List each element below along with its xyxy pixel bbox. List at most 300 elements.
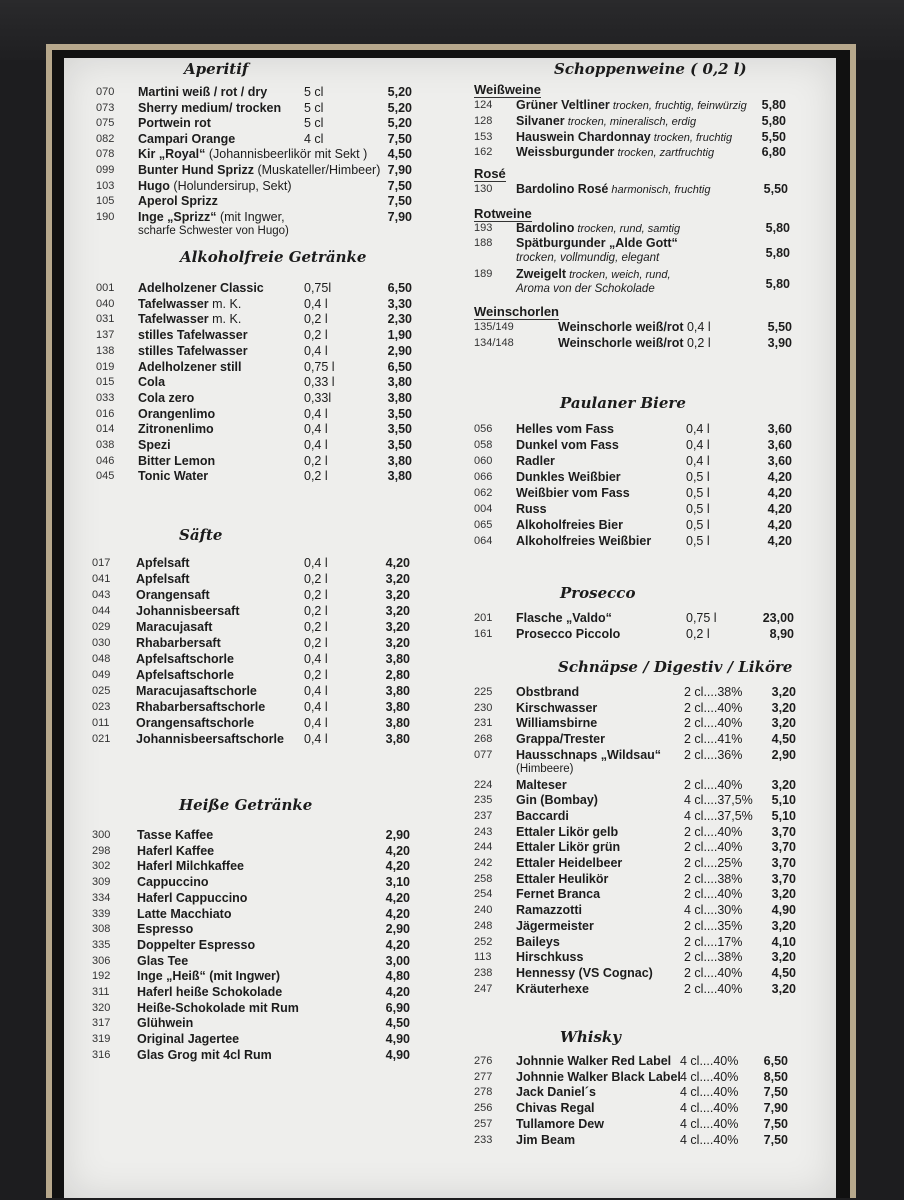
item-price: 5,50 xyxy=(763,182,788,196)
item-name-text: Bardolino xyxy=(516,221,575,235)
item-price: 23,00 xyxy=(762,611,794,625)
item-size: 0,4 l xyxy=(304,438,328,452)
menu-item xyxy=(96,328,412,344)
item-name xyxy=(138,407,215,421)
item-code: 113 xyxy=(474,951,492,964)
item-name-text: Bitter Lemon xyxy=(138,453,216,468)
item-name-text: Baileys xyxy=(516,934,560,949)
item-code: 016 xyxy=(96,407,115,420)
item-description: (Muskateller/Himbeer) xyxy=(253,163,381,177)
item-name xyxy=(558,320,711,334)
item-name xyxy=(138,454,215,468)
item-size: 2 cl....40% xyxy=(684,716,743,731)
item-price: 4,20 xyxy=(385,556,410,570)
item-name-text: Alkoholfreies Weißbier xyxy=(516,534,652,548)
item-description: 0,2 l xyxy=(683,335,711,350)
item-price: 4,20 xyxy=(385,890,410,905)
menu-item xyxy=(474,887,796,903)
menu-item xyxy=(474,935,796,951)
section-heading-whisky: Whisky xyxy=(560,1028,622,1046)
item-code: 128 xyxy=(474,114,493,127)
item-price: 7,50 xyxy=(763,1085,788,1100)
menu-item xyxy=(474,470,792,486)
menu-item xyxy=(96,360,412,376)
item-price: 5,50 xyxy=(761,129,786,144)
item-code: 311 xyxy=(92,986,110,998)
item-size: 0,4 l xyxy=(304,343,328,358)
item-name xyxy=(138,297,241,311)
item-name-text: Latte Macchiato xyxy=(137,906,232,921)
item-code: 317 xyxy=(92,1017,111,1030)
item-name-text: Haferl Milchkaffee xyxy=(137,859,244,874)
item-code: 316 xyxy=(92,1048,111,1061)
item-code: 041 xyxy=(92,573,111,585)
item-name xyxy=(138,194,218,208)
item-code: 021 xyxy=(92,733,111,745)
item-price: 3,80 xyxy=(385,652,410,666)
item-price: 2,30 xyxy=(387,312,412,327)
item-name-text: Malteser xyxy=(516,777,567,792)
menu-item xyxy=(474,534,792,550)
menu-item xyxy=(92,985,410,1001)
menu-item xyxy=(92,1016,410,1032)
item-price: 3,20 xyxy=(771,918,796,933)
item-price: 5,50 xyxy=(767,320,792,334)
item-price: 3,70 xyxy=(771,840,796,855)
item-name xyxy=(137,985,282,999)
item-price: 4,20 xyxy=(767,486,792,500)
item-price: 4,10 xyxy=(771,934,796,949)
item-size: 2 cl....38% xyxy=(684,685,743,699)
item-price: 7,50 xyxy=(763,1132,788,1147)
item-name xyxy=(136,588,210,602)
menu-item xyxy=(92,922,410,938)
item-name xyxy=(516,856,622,870)
item-price: 3,70 xyxy=(771,856,796,870)
item-size: 4 cl....30% xyxy=(684,903,743,918)
item-name xyxy=(516,793,598,807)
item-description: trocken, fruchtig xyxy=(650,131,733,144)
item-code: 019 xyxy=(96,360,115,373)
item-code: 193 xyxy=(474,222,493,234)
item-description: trocken, mineralisch, erdig xyxy=(564,115,697,128)
item-name xyxy=(516,114,696,128)
menu-item xyxy=(96,407,412,423)
item-name-text: Ettaler Heulikör xyxy=(516,871,609,886)
item-name xyxy=(136,732,284,746)
item-name-text: Ettaler Likör gelb xyxy=(516,824,619,839)
item-description: (Holundersirup, Sekt) xyxy=(169,178,292,193)
item-size: 2 cl....40% xyxy=(684,840,743,855)
item-name-text: Hugo xyxy=(138,178,170,193)
item-price: 8,50 xyxy=(763,1069,788,1084)
item-name-text: Weinschorle weiß/rot xyxy=(558,320,684,334)
item-size: 4 cl....37,5% xyxy=(684,808,753,823)
item-code: 004 xyxy=(474,503,493,515)
menu-item xyxy=(474,98,786,114)
menu-item xyxy=(96,375,412,391)
menu-item xyxy=(474,182,788,198)
item-name xyxy=(137,1001,299,1015)
item-code: 025 xyxy=(92,685,111,697)
item-size: 2 cl....40% xyxy=(684,981,743,996)
item-code: 135/149 xyxy=(474,321,514,333)
item-code: 188 xyxy=(474,237,493,249)
item-price: 7,50 xyxy=(763,1116,788,1131)
menu-item xyxy=(92,668,410,684)
menu-item xyxy=(474,611,794,627)
item-name xyxy=(516,182,710,196)
item-price: 5,80 xyxy=(761,98,786,112)
item-name xyxy=(516,732,605,746)
item-code: 045 xyxy=(96,470,115,483)
item-size: 4 cl....37,5% xyxy=(684,793,753,808)
item-name-text: Dunkles Weißbier xyxy=(516,470,621,484)
item-price: 3,60 xyxy=(767,422,792,436)
item-name xyxy=(137,859,244,873)
item-name-text: Jägermeister xyxy=(516,918,594,933)
menu-item xyxy=(474,454,792,470)
menu-item xyxy=(92,828,410,844)
item-name xyxy=(138,147,367,161)
item-name xyxy=(138,422,214,436)
item-price: 3,20 xyxy=(771,700,796,715)
item-name-text: Glas Grog mit 4cl Rum xyxy=(137,1047,272,1062)
menu-item xyxy=(92,636,410,652)
item-name xyxy=(138,391,194,405)
item-name-text: Tullamore Dew xyxy=(516,1116,604,1131)
section-heading-alkoholfrei: Alkoholfreie Getränke xyxy=(180,248,367,266)
item-name xyxy=(516,1117,604,1131)
item-price: 4,50 xyxy=(385,1016,410,1031)
menu-item xyxy=(96,469,412,485)
item-price: 3,70 xyxy=(771,824,796,839)
item-name-text: Cola xyxy=(138,375,166,390)
item-name-text: Doppelter Espresso xyxy=(137,937,256,952)
subheading-weissweine: Weißweine xyxy=(474,82,541,97)
item-name xyxy=(516,1101,595,1115)
menu-item xyxy=(92,969,410,985)
item-name-text: Hennessy (VS Cognac) xyxy=(516,965,653,980)
menu-item xyxy=(92,891,410,907)
item-name-text: Johannisbeersaft xyxy=(136,604,240,618)
menu-item xyxy=(96,194,412,210)
item-name-text: Prosecco Piccolo xyxy=(516,627,621,641)
item-price: 3,60 xyxy=(767,454,792,468)
item-price: 7,90 xyxy=(387,209,412,224)
item-name-text: Fernet Branca xyxy=(516,887,601,902)
item-name xyxy=(138,438,171,452)
item-description: trocken, rund, samtig xyxy=(574,223,681,235)
item-code: 073 xyxy=(96,101,115,114)
menu-item xyxy=(474,438,792,454)
item-code: 048 xyxy=(92,653,111,665)
item-description-line2: Aroma von der Schokolade xyxy=(516,283,655,295)
item-name-text: Portwein rot xyxy=(138,116,211,131)
item-size: 0,2 l xyxy=(304,328,328,343)
item-name-text: Haferl heiße Schokolade xyxy=(137,985,283,999)
item-name xyxy=(136,700,265,714)
item-name-text: Baccardi xyxy=(516,808,569,823)
menu-item xyxy=(474,502,792,518)
item-name-text: Dunkel vom Fass xyxy=(516,438,619,452)
menu-item xyxy=(474,809,796,825)
item-name xyxy=(516,966,653,980)
item-name xyxy=(516,1085,596,1099)
menu-item xyxy=(92,875,410,891)
item-name xyxy=(138,375,165,389)
item-price: 3,50 xyxy=(387,422,412,437)
item-code: 339 xyxy=(92,907,111,920)
item-code: 230 xyxy=(474,701,493,714)
item-name-text: Cappuccino xyxy=(137,875,209,890)
item-name xyxy=(138,179,292,193)
menu-item xyxy=(92,732,410,748)
item-price: 3,80 xyxy=(385,732,410,746)
item-price: 4,50 xyxy=(387,147,412,162)
item-code: 247 xyxy=(474,982,493,995)
item-price: 3,80 xyxy=(387,469,412,484)
section-heading-saefte: Säfte xyxy=(179,526,223,544)
menu-item xyxy=(96,344,412,360)
item-name xyxy=(136,604,240,618)
item-price: 3,80 xyxy=(385,716,410,730)
item-name-text: Helles vom Fass xyxy=(516,422,614,436)
section-heading-schnaepse: Schnäpse / Digestiv / Liköre xyxy=(558,658,793,676)
menu-item xyxy=(474,145,786,161)
item-code: 137 xyxy=(96,329,115,342)
item-code: 242 xyxy=(474,857,493,869)
item-name xyxy=(138,85,267,99)
item-name xyxy=(516,438,619,452)
item-code: 130 xyxy=(474,183,493,195)
item-code: 014 xyxy=(96,423,115,436)
item-price: 5,10 xyxy=(771,808,796,823)
item-size: 2 cl....36% xyxy=(684,747,743,762)
item-code: 060 xyxy=(474,455,493,467)
item-code: 258 xyxy=(474,872,493,885)
item-size: 4 cl....40% xyxy=(680,1085,739,1100)
item-code: 308 xyxy=(92,923,111,936)
item-description: m. K. xyxy=(208,312,242,327)
menu-item xyxy=(96,438,412,454)
item-size: 0,4 l xyxy=(686,454,710,468)
item-code: 233 xyxy=(474,1133,493,1146)
item-price: 3,20 xyxy=(385,588,410,602)
item-code: 058 xyxy=(474,439,493,451)
item-size: 0,4 l xyxy=(304,556,328,570)
item-name xyxy=(137,844,214,858)
item-code: 124 xyxy=(474,99,493,111)
subheading-rotweine: Rotweine xyxy=(474,206,532,221)
item-code: 056 xyxy=(474,423,493,435)
item-name xyxy=(138,210,285,224)
item-size: 0,4 l xyxy=(304,422,328,437)
item-code: 162 xyxy=(474,146,493,159)
item-size: 2 cl....41% xyxy=(684,732,743,747)
item-price: 5,20 xyxy=(387,85,412,99)
item-description: m. K. xyxy=(208,296,242,311)
item-name-text: Sherry medium/ trocken xyxy=(138,100,282,115)
item-code: 077 xyxy=(474,748,493,761)
item-name xyxy=(138,101,281,115)
item-name-text: Grappa/Trester xyxy=(516,732,605,747)
item-code: 049 xyxy=(92,669,111,681)
item-price: 6,80 xyxy=(761,145,786,160)
item-price: 7,50 xyxy=(387,178,412,193)
item-code: 105 xyxy=(96,195,115,208)
item-name xyxy=(516,470,621,484)
item-name xyxy=(516,935,560,949)
item-size: 2 cl....40% xyxy=(684,700,743,715)
item-size: 2 cl....17% xyxy=(684,934,743,949)
item-name-text: Weinschorle weiß/rot xyxy=(558,335,684,350)
item-size: 0,75 l xyxy=(304,359,335,374)
item-name xyxy=(516,685,579,699)
section-heading-heisse-getraenke: Heiße Getränke xyxy=(179,796,313,814)
item-name-text: Kir „Royal“ xyxy=(138,147,206,162)
menu-item xyxy=(474,872,796,888)
item-code: 244 xyxy=(474,841,493,854)
item-price: 6,50 xyxy=(763,1054,788,1068)
menu-page xyxy=(64,58,836,1198)
item-code: 189 xyxy=(474,268,493,280)
item-code: 078 xyxy=(96,148,115,161)
item-name-text: Spätburgunder „Alde Gott“ xyxy=(516,236,678,250)
item-size: 0,5 l xyxy=(686,518,710,532)
item-description-line2: trocken, vollmundig, elegant xyxy=(516,252,660,264)
item-price: 3,50 xyxy=(387,438,412,452)
item-name xyxy=(516,716,597,730)
item-name xyxy=(516,1133,575,1147)
menu-item xyxy=(474,486,792,502)
item-price: 3,20 xyxy=(771,887,796,902)
item-description: harmonisch, fruchtig xyxy=(608,184,711,196)
menu-item xyxy=(96,147,412,163)
item-name-text: Glühwein xyxy=(137,1016,194,1031)
item-code: 231 xyxy=(474,717,493,730)
item-price: 4,90 xyxy=(385,1032,410,1047)
item-name xyxy=(138,163,380,177)
menu-item xyxy=(474,701,796,717)
item-size: 0,4 l xyxy=(304,684,328,698)
item-price: 3,80 xyxy=(387,375,412,390)
item-size: 4 cl xyxy=(304,131,324,146)
item-size: 0,2 l xyxy=(304,668,328,682)
item-price: 4,20 xyxy=(767,502,792,516)
item-price: 5,80 xyxy=(761,113,786,128)
item-code: 044 xyxy=(92,605,111,617)
item-price: 3,90 xyxy=(767,335,792,350)
item-name xyxy=(138,469,208,483)
item-price: 5,80 xyxy=(765,277,790,291)
item-name xyxy=(516,627,620,641)
item-price: 3,80 xyxy=(385,700,410,714)
item-price: 2,90 xyxy=(771,747,796,762)
item-code: 161 xyxy=(474,628,493,640)
item-size: 0,2 l xyxy=(304,469,328,484)
item-price: 7,50 xyxy=(387,194,412,209)
item-price: 6,90 xyxy=(385,1000,410,1015)
item-code: 017 xyxy=(92,557,111,569)
item-name-text: Zweigelt xyxy=(516,267,567,281)
item-price: 5,20 xyxy=(387,116,412,131)
item-code: 254 xyxy=(474,888,493,901)
item-name-text: Apfelsaft xyxy=(136,556,190,570)
item-price: 4,90 xyxy=(771,903,796,918)
item-name xyxy=(137,828,213,842)
item-name-text: Martini weiß / rot / dry xyxy=(138,85,268,99)
item-name xyxy=(516,825,618,839)
item-name-text: Johannisbeersaftschorle xyxy=(136,732,284,746)
item-name-text: Orangenlimo xyxy=(138,406,216,421)
item-price: 4,80 xyxy=(385,969,410,984)
item-size: 4 cl....40% xyxy=(680,1132,739,1147)
item-size: 4 cl....40% xyxy=(680,1054,739,1068)
item-size: 2 cl....40% xyxy=(684,777,743,792)
menu-item xyxy=(474,840,796,856)
menu-item xyxy=(474,825,796,841)
item-price: 5,80 xyxy=(765,221,790,235)
item-name-text: Weissburgunder xyxy=(516,145,615,160)
item-size: 0,4 l xyxy=(304,716,328,730)
item-size: 4 cl....40% xyxy=(680,1116,739,1131)
item-price: 3,30 xyxy=(387,296,412,311)
item-name-text: Rhabarbersaftschorle xyxy=(136,700,266,714)
item-code: 248 xyxy=(474,919,493,932)
item-name xyxy=(138,116,211,130)
item-name xyxy=(136,636,221,650)
item-name-text: Johnnie Walker Red Label xyxy=(516,1054,672,1068)
item-price: 4,20 xyxy=(767,470,792,484)
item-price: 4,20 xyxy=(385,859,410,874)
item-size: 4 cl....40% xyxy=(680,1069,739,1084)
item-size: 0,75l xyxy=(304,281,332,295)
item-name-text: stilles Tafelwasser xyxy=(138,343,248,358)
item-description-line2: (Himbeere) xyxy=(516,762,574,775)
item-size: 0,2 l xyxy=(304,312,328,327)
item-name xyxy=(136,668,234,682)
menu-item xyxy=(474,1085,788,1101)
item-name-text: Haferl Kaffee xyxy=(137,843,215,858)
item-size: 5 cl xyxy=(304,85,324,99)
menu-item xyxy=(96,101,412,117)
subheading-rose: Rosé xyxy=(474,166,506,181)
menu-item xyxy=(474,1101,788,1117)
item-size: 0,33 l xyxy=(304,375,335,390)
item-price: 5,20 xyxy=(387,100,412,115)
item-code: 238 xyxy=(474,966,493,979)
menu-item xyxy=(96,116,412,132)
item-price: 3,00 xyxy=(385,953,410,968)
item-code: 256 xyxy=(474,1102,493,1115)
item-name-text: Tafelwasser xyxy=(138,312,209,327)
item-name xyxy=(516,221,680,235)
item-size: 0,4 l xyxy=(304,406,328,421)
item-code: 192 xyxy=(92,970,111,983)
item-code: 278 xyxy=(474,1086,493,1099)
item-name xyxy=(516,611,612,625)
item-name-text: Bardolino Rosé xyxy=(516,182,609,196)
item-code: 023 xyxy=(92,701,111,713)
menu-item xyxy=(96,297,412,313)
item-name-text: Maracujasaft xyxy=(136,620,213,634)
item-name-text: Jim Beam xyxy=(516,1132,576,1147)
menu-item xyxy=(474,793,796,809)
item-code: 046 xyxy=(96,454,115,467)
menu-item xyxy=(96,281,412,297)
item-name-text: Spezi xyxy=(138,438,171,452)
